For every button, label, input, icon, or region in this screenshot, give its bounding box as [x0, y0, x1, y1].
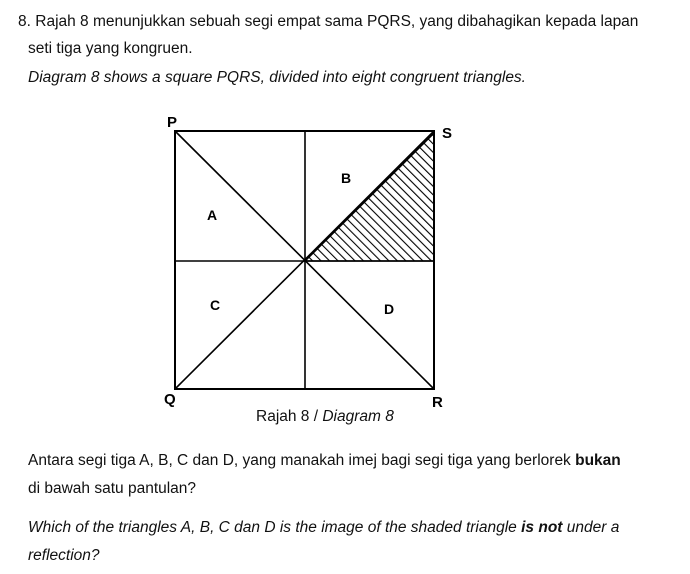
- diagram-caption: [256, 407, 394, 427]
- question-number: 8.: [18, 13, 31, 30]
- english-question-line2: reflection?: [28, 547, 100, 564]
- english-question-text-1: Which of the triangles A, B, C dan D is the image of the shaded triangle: [28, 519, 517, 536]
- malay-question-bold: bukan: [575, 452, 621, 469]
- region-label-c: C: [210, 297, 221, 313]
- malay-question-line1: [28, 451, 621, 471]
- vertex-label-q: Q: [164, 391, 176, 408]
- malay-intro-line2: seti tiga yang kongruen.: [28, 40, 193, 57]
- region-label-d: D: [384, 301, 395, 317]
- malay-question-line2: di bawah satu pantulan?: [28, 480, 197, 497]
- english-intro: Diagram 8 shows a square PQRS, divided into eight congruent triangles.: [28, 69, 526, 86]
- region-label-a: A: [207, 207, 218, 223]
- shaded-triangle: [305, 133, 434, 261]
- vertex-label-r: R: [432, 394, 443, 411]
- vertex-label-s: S: [442, 125, 453, 142]
- english-question-bold: is not: [521, 519, 563, 536]
- english-question-line1: [28, 518, 619, 538]
- caption-malay: Rajah 8 /: [256, 408, 323, 425]
- region-label-b: B: [341, 170, 352, 186]
- caption-english: Diagram 8: [322, 408, 394, 425]
- english-question-text-2: under a: [566, 519, 620, 536]
- malay-intro-text-1: Rajah 8 menunjukkan sebuah segi empat sama PQRS, yang dibahagikan kepada lapan: [35, 13, 639, 30]
- vertex-label-p: P: [167, 114, 178, 131]
- malay-question-text-1: Antara segi tiga A, B, C dan D, yang manakah imej bagi segi tiga yang berlorek: [28, 452, 571, 469]
